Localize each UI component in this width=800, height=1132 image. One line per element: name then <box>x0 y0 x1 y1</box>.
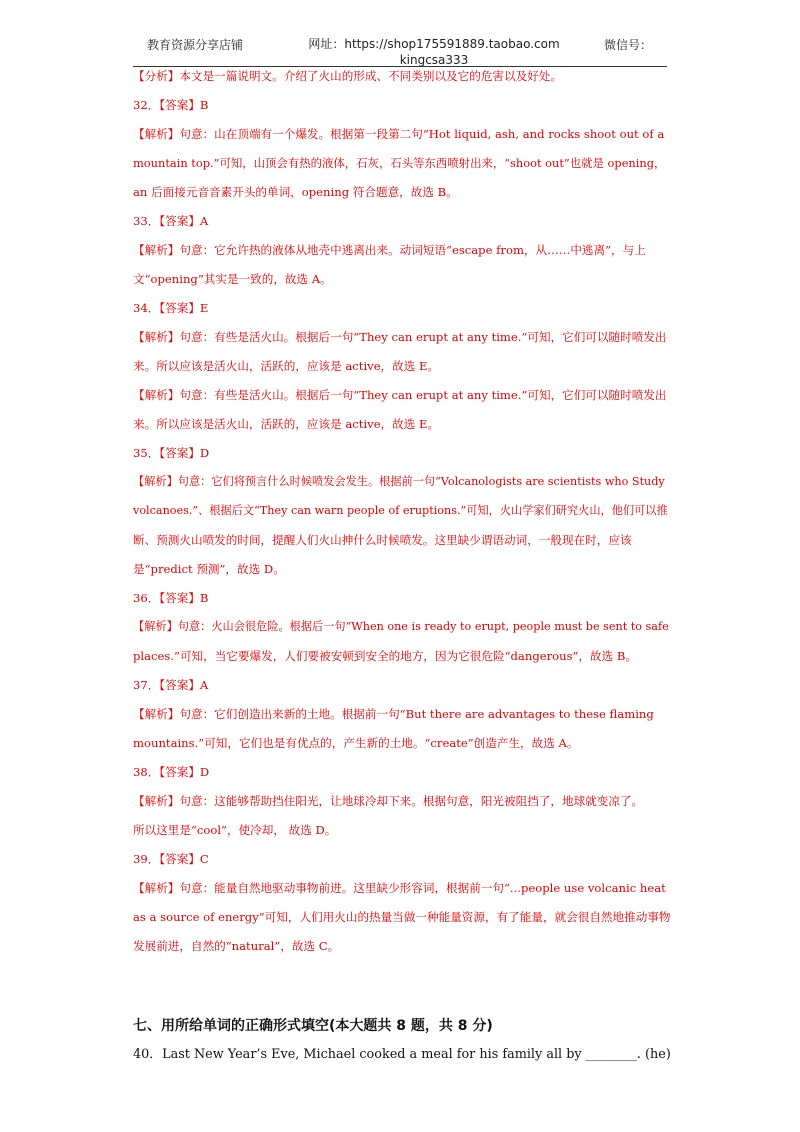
answer-33: 33．【答案】A <box>133 214 209 228</box>
explanation-line: 【解析】句意：山在顶端有一个爆发。根据第一段第二句“Hot liquid, ash, and rocks shoot out of a <box>133 127 665 141</box>
explanation-line: 所以这里是“cool”，使冷却， 故选 D。 <box>133 823 337 837</box>
header-account: kingcsa333 <box>399 53 469 67</box>
answer-38: 38．【答案】D <box>133 765 210 779</box>
header-url: 网址：https://shop175591889.taobao.com <box>308 37 560 51</box>
page-header <box>0 0 800 70</box>
explanation-line: 【解析】句意：这能够帮助挡住阳光，让地球冷却下来。根据句意，阳光被阻挡了，地球就变凉了。 <box>133 794 644 808</box>
answer-34: 34．【答案】E <box>133 301 209 315</box>
header-shop-name: 教育资源分享店铺 <box>147 38 244 52</box>
explanation-line: 来。所以应该是活火山，活跃的，应该是 active，故选 E。 <box>133 359 440 373</box>
answer-37: 37．【答案】A <box>133 678 209 692</box>
answer-32: 32．【答案】B <box>133 98 209 112</box>
explanation-line: 【解析】句意：有些是活火山。根据后一句“They can erupt at any time.”可知，它们可以随时喷发出 <box>133 330 667 344</box>
header-wechat: 微信号： <box>604 38 653 52</box>
explanation-line: 【解析】句意：有些是活火山。根据后一句“They can erupt at any time.”可知，它们可以随时喷发出 <box>133 388 667 402</box>
explanation-line: places.”可知，当它要爆发，人们要被安顿到安全的地方，因为它很危险“dangerous”，故选 B。 <box>133 649 638 663</box>
explanation-line: 【解析】句意：火山会很危险。根据后一句“When one is ready to erupt, people must be sent to safe <box>133 620 669 633</box>
answer-39: 39．【答案】C <box>133 852 209 866</box>
explanation-line: mountain top.”可知，山顶会有热的液体，石灰，石头等东西喷射出来，“shoot out”也就是 opening， <box>133 156 666 170</box>
answer-36: 36．【答案】B <box>133 591 209 605</box>
answer-35: 35．【答案】D <box>133 446 210 460</box>
section-title: 七、用所给单词的正确形式填空(本大题共 8 题，共 8 分) <box>133 1018 493 1034</box>
explanation-line: 文“opening”其实是一致的，故选 A。 <box>133 272 332 286</box>
analysis-line: 【分析】本文是一篇说明文。介绍了火山的形成、不同类别以及它的危害以及好处。 <box>133 69 562 83</box>
explanation-line: an 后面接元音音素开头的单词，opening 符合题意，故选 B。 <box>133 185 458 199</box>
explanation-line: as a source of energy”可知，人们用火山的热量当做一种能量资源，有了能量，就会很自然地推动事物 <box>133 910 671 924</box>
explanation-line: 来。所以应该是活火山，活跃的，应该是 active，故选 E。 <box>133 417 440 431</box>
explanation-line: 【解析】句意：能量自然地驱动事物前进。这里缺少形容词，根据前一句“...people use volcanic heat <box>133 881 666 895</box>
explanation-line: 是“predict 预测”，故选 D。 <box>133 562 285 576</box>
explanation-line: volcanoes.”、根据后文“They can warn people of eruptions.”可知，火山学家们研究火山，他们可以推 <box>133 504 668 517</box>
explanation-line: 【解析】句意：它们将预言什么时候喷发会发生。根据前一句“Volcanologists are scientists who Study <box>133 475 665 488</box>
explanation-line: 发展前进，自然的“natural”，故选 C。 <box>133 939 340 953</box>
explanation-line: 【解析】句意：它允许热的液体从地壳中逃离出来。动词短语“escape from，从……中逃离”，与上 <box>133 243 646 257</box>
question-40: 40．Last New Year’s Eve, Michael cooked a meal for his family all by ________. (he) <box>133 1047 671 1062</box>
explanation-line: mountains.”可知，它们也是有优点的，产生新的土地。“create”创造产生，故选 A。 <box>133 736 579 750</box>
explanation-line: 断、预测火山喷发的时间，提醒人们火山抻什么时候喷发。这里缺少谓语动词，一般现在时，应该 <box>133 533 632 547</box>
header-website <box>300 36 568 68</box>
explanation-line: 【解析】句意：它们创造出来新的土地。根据前一句“But there are advantages to these flaming <box>133 707 654 721</box>
